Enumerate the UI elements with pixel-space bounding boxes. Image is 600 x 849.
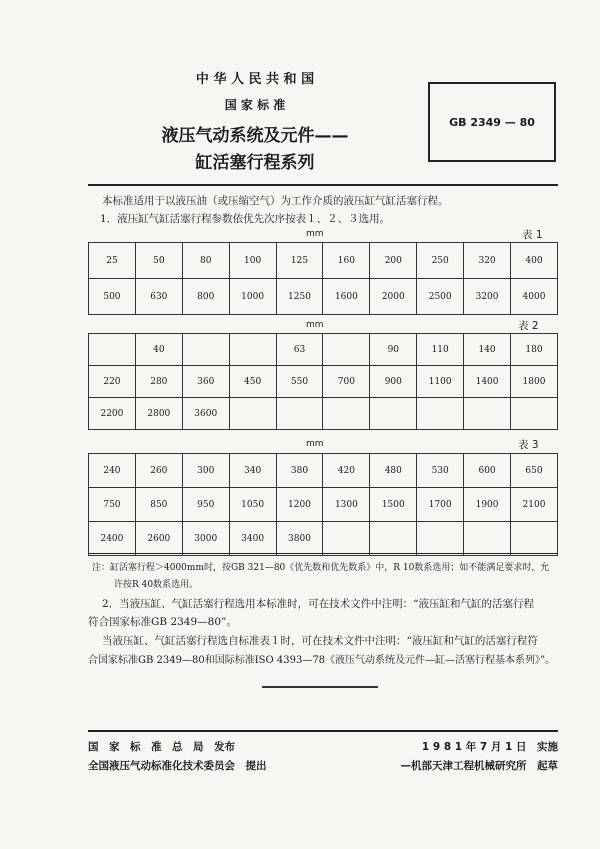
table-cell: 600 xyxy=(464,454,511,488)
table-row xyxy=(89,334,558,366)
table-cell: 4000 xyxy=(511,279,558,315)
standard-number: GB 2349 — 80 xyxy=(449,116,535,129)
country-name: 中 华 人 民 共 和 国 xyxy=(195,72,315,87)
table-cell: 700 xyxy=(323,366,370,398)
table-cell: 500 xyxy=(89,279,136,315)
table-cell xyxy=(511,522,558,556)
table-row xyxy=(89,522,558,556)
table-cell: 25 xyxy=(89,243,136,279)
title-line-2: 缸活塞行程系列 xyxy=(195,153,315,173)
end-rule xyxy=(262,686,378,688)
item-2-line-4: 合国家标准GB 2349—80和国际标准ISO 4393—78《液压气动系统及元件—缸—活塞行程基本系列》”。 xyxy=(88,655,556,666)
table-cell: 300 xyxy=(182,454,229,488)
table-cell xyxy=(323,334,370,366)
table-cell xyxy=(276,398,323,430)
table-cell: 750 xyxy=(89,488,136,522)
table-cell: 3200 xyxy=(464,279,511,315)
table-cell: 3800 xyxy=(276,522,323,556)
table-cell: 140 xyxy=(464,334,511,366)
table-cell: 1050 xyxy=(229,488,276,522)
table-cell: 260 xyxy=(135,454,182,488)
title-line-1: 液压气动系统及元件—— xyxy=(161,126,349,146)
table-row xyxy=(89,454,558,488)
table-2-label: 表 2 xyxy=(518,320,539,332)
table-cell: 63 xyxy=(276,334,323,366)
table-cell: 2100 xyxy=(511,488,558,522)
table-cell: 850 xyxy=(135,488,182,522)
table-cell: 450 xyxy=(229,366,276,398)
table-cell: 1500 xyxy=(370,488,417,522)
table-cell xyxy=(417,522,464,556)
table-cell: 320 xyxy=(464,243,511,279)
table-cell: 1300 xyxy=(323,488,370,522)
table-cell: 200 xyxy=(370,243,417,279)
table-cell xyxy=(229,398,276,430)
table-cell xyxy=(370,522,417,556)
table-cell: 1400 xyxy=(464,366,511,398)
item-1-paragraph: 1．液压缸气缸活塞行程参数依优先次序按表１、２、３选用。 xyxy=(100,213,391,225)
table-cell: 1600 xyxy=(323,279,370,315)
table-cell: 800 xyxy=(182,279,229,315)
table-cell: 530 xyxy=(417,454,464,488)
table-cell xyxy=(89,334,136,366)
table-cell: 280 xyxy=(135,366,182,398)
table-cell: 950 xyxy=(182,488,229,522)
table-1 xyxy=(88,242,558,315)
table-2-unit: mm xyxy=(306,320,324,330)
table-cell: 160 xyxy=(323,243,370,279)
table-3-label: 表 3 xyxy=(518,439,539,451)
table-cell: 1000 xyxy=(229,279,276,315)
table-cell xyxy=(323,398,370,430)
table-cell xyxy=(370,398,417,430)
table-cell: 420 xyxy=(323,454,370,488)
top-rule xyxy=(88,184,558,186)
note-line-1: 注：缸活塞行程＞4000mm时，按GB 321—80《优先数和优先数系》中，R 10数系选用；如不能满足要求时，允 xyxy=(92,563,550,573)
note-rule xyxy=(88,553,558,554)
table-cell: 900 xyxy=(370,366,417,398)
table-cell: 1800 xyxy=(511,366,558,398)
table-cell: 80 xyxy=(182,243,229,279)
table-cell: 400 xyxy=(511,243,558,279)
table-cell: 340 xyxy=(229,454,276,488)
note-line-2: 许按R 40数系选用。 xyxy=(114,580,199,590)
table-cell: 220 xyxy=(89,366,136,398)
table-row xyxy=(89,279,558,315)
table-cell: 480 xyxy=(370,454,417,488)
table-cell: 380 xyxy=(276,454,323,488)
proposer: 全国液压气动标准化技术委员会 提出 xyxy=(88,760,267,772)
table-1-label: 表 1 xyxy=(522,229,543,241)
table-cell: 240 xyxy=(89,454,136,488)
table-cell: 180 xyxy=(511,334,558,366)
table-cell: 1900 xyxy=(464,488,511,522)
table-cell: 2800 xyxy=(135,398,182,430)
table-cell: 3400 xyxy=(229,522,276,556)
item-2-line-3: 当液压缸、气缸活塞行程选自标准表１时，可在技术文件中注明：“液压缸和气缸的活塞行程符 xyxy=(102,635,538,647)
table-cell: 3000 xyxy=(182,522,229,556)
issuer: 国 家 标 准 总 局 发布 xyxy=(88,741,235,753)
table-cell: 110 xyxy=(417,334,464,366)
table-row xyxy=(89,366,558,398)
standard-category: 国 家 标 准 xyxy=(224,98,286,112)
table-cell: 2400 xyxy=(89,522,136,556)
table-cell xyxy=(417,398,464,430)
table-cell: 3600 xyxy=(182,398,229,430)
drafter: —机部天津工程机械研究所 起草 xyxy=(400,760,558,772)
table-cell: 250 xyxy=(417,243,464,279)
table-cell: 40 xyxy=(135,334,182,366)
table-1-unit: mm xyxy=(306,229,324,239)
item-2-line-2: 符合国家标准GB 2349—80”。 xyxy=(88,616,237,628)
table-cell: 2600 xyxy=(135,522,182,556)
table-cell xyxy=(182,334,229,366)
table-cell: 90 xyxy=(370,334,417,366)
table-cell: 630 xyxy=(135,279,182,315)
item-2-line-1: 2．当液压缸、气缸活塞行程选用本标准时，可在技术文件中注明：“液压缸和气缸的活塞行程 xyxy=(102,598,535,610)
table-cell: 100 xyxy=(229,243,276,279)
table-cell xyxy=(464,398,511,430)
table-cell: 1100 xyxy=(417,366,464,398)
table-cell: 1700 xyxy=(417,488,464,522)
table-cell: 2000 xyxy=(370,279,417,315)
table-3 xyxy=(88,453,558,556)
table-2 xyxy=(88,333,558,430)
table-row xyxy=(89,243,558,279)
table-cell xyxy=(464,522,511,556)
effective-date: 1 9 8 1 年 7 月 1 日 实施 xyxy=(421,741,558,753)
table-cell: 2500 xyxy=(417,279,464,315)
table-cell: 1250 xyxy=(276,279,323,315)
intro-paragraph: 本标准适用于以液压油（或压缩空气）为工作介质的液压缸气缸活塞行程。 xyxy=(102,195,449,207)
table-cell: 2200 xyxy=(89,398,136,430)
table-cell xyxy=(511,398,558,430)
table-row xyxy=(89,398,558,430)
table-cell: 125 xyxy=(276,243,323,279)
table-cell: 1200 xyxy=(276,488,323,522)
table-cell: 650 xyxy=(511,454,558,488)
table-cell xyxy=(323,522,370,556)
table-cell: 50 xyxy=(135,243,182,279)
table-cell: 550 xyxy=(276,366,323,398)
table-row xyxy=(89,488,558,522)
footer-rule xyxy=(88,730,558,732)
table-cell: 360 xyxy=(182,366,229,398)
table-cell xyxy=(229,334,276,366)
table-3-unit: mm xyxy=(306,439,324,449)
